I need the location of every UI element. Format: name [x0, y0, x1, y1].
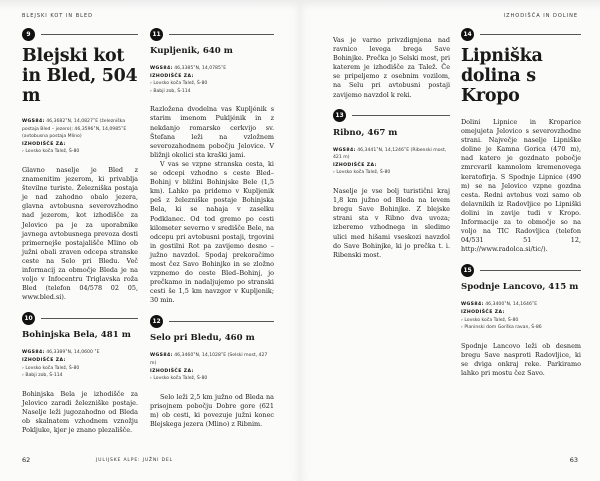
entry-14	[461, 26, 581, 254]
start-points-label: IZHODIŠČE ZA:	[461, 310, 505, 315]
coordinates: 46,3682˚N, 14,0827˚E (železniška postaja Bled – jezero); 46,3596˚N, 14,0985˚E (avtobusna postaja Mlino)	[22, 119, 127, 140]
start-points-label: IZHODIŠČE ZA:	[150, 368, 194, 374]
coordinates: 46,3389˚N, 14,0600 ˚E	[46, 350, 100, 356]
entry-number-badge: 15	[461, 264, 474, 277]
wgs84-label: WGS84:	[150, 353, 173, 359]
coordinates: 46,3441˚N, 14,1246˚E (Ribenski most, 421 m)	[333, 147, 447, 161]
entry-13	[333, 108, 450, 260]
coordinates: 46,3400˚N, 14,1646˚E	[485, 302, 538, 308]
entry-number-badge: 13	[333, 109, 346, 122]
entry-12	[150, 313, 274, 429]
footer-section-title: JULIJSKE ALPE: JUŽNI DEL	[96, 458, 173, 463]
coordinates: 46,3385˚N, 14,0785˚E	[174, 66, 227, 71]
divider-rule	[41, 34, 138, 35]
entry-meta	[150, 352, 274, 382]
paragraph: Selo leži 2,5 km južno od Bleda na prisojnem pobočju Dobre gore (621 m) ob cesti, ki povezuje južni konec Blejskega jezera (Mlino) z Ribnim.	[150, 392, 274, 429]
paragraph: Naselje je vse bolj turistični kraj 1,8 km južno od Bleda na levem bregu Save Bohinjke. Z blejske strani sta v Ribno dva uvoza; izberemo vzhodnega in sledimo ulici med hišami vseskozi navzdol do Save Bohinjke, ki jo prečka t. i. Ribenski most.	[333, 187, 450, 259]
entry-15	[461, 262, 581, 378]
paragraph: Glavno naselje je Bled z znamenitim jezerom, ki privablja številne turiste. Železniška postaja je nad zahodno obalo jezera, glavna avtobusna severovzhodno nad jezerom, kot izhodišče za Jelovico pa je za uporabnike javnega avtobusnega prevoza dosti primernejše postajališče Mlino ob južni obali zraven odcepa stranske ceste na Selo pri Bledu. Več informacij za območje Bleda je na voljo v Infocentru Triglavska roža Bled (telefon 04/578 02 05, www.bled.si).	[22, 165, 138, 302]
entry-body	[461, 118, 581, 254]
column-1	[22, 26, 138, 443]
entry-12-continued	[333, 36, 450, 100]
entry-number-row	[461, 262, 581, 278]
entry-title: Kupljenik, 640 m	[150, 46, 233, 56]
divider-rule	[352, 115, 450, 116]
entry-number-row	[22, 310, 138, 326]
start-point-item: › Babji zob, Š-114	[22, 372, 138, 380]
entry-10	[22, 310, 138, 435]
start-points-label: IZHODIŠČE ZA:	[150, 73, 194, 79]
entry-meta	[461, 301, 581, 331]
divider-rule	[480, 270, 581, 271]
entry-title: Selo pri Bledu, 460 m	[150, 333, 255, 344]
coordinates: 46,3460˚N, 14,1028˚E (Selski most, 427 m)	[150, 353, 268, 367]
entry-title: Spodnje Lancovo, 415 m	[461, 282, 579, 293]
divider-rule	[169, 321, 274, 322]
start-point-item: › Lovsko koča Talež, Š-80	[150, 375, 274, 383]
column-2	[150, 26, 274, 437]
entry-meta	[22, 349, 138, 379]
wgs84-label: WGS84:	[150, 66, 173, 71]
start-point-item: › Planinski dom Gorška ravan, Š-86	[461, 324, 581, 332]
paragraph: Dolini Lipnice in Kroparice omejujeta Jelovico s severovzhodne strani. Največje naselje Lipniške doline je Kamna Gorica (470 m), nad katero je gozdnato pobočje zmrcvaril kamnolom kremenovega keratofirja. S Spodnje Lipnice (490 m) se na Jelovico vzpne gozdna cesta. Redni avtobus vozi samo ob delavnikih iz Radovljice po Lipniški dolini in zavije tudi v Kropo. Informacije za to območje so na voljo na TIC Radovljica (telefon 04/531 51 12, http://www.radolca.si/tic/).	[461, 118, 581, 254]
paragraph: Vas je varno privzdignjena nad ravnico levega brega Save Bohinjke. Prečka jo Selski most, pri katerem je izhodišče za Talež. Če se pripeljemo z osebnim vozilom, na Selu pri avtobusni postaji zavijemo navzdol k reki.	[333, 36, 450, 99]
entry-number-badge: 14	[461, 28, 474, 41]
start-point-item: › Lovsko koča Talež, Š-80	[22, 365, 138, 373]
entry-body	[150, 105, 274, 305]
entry-number-row	[150, 26, 274, 42]
page-number-left: 62	[22, 456, 31, 464]
wgs84-label: WGS84:	[22, 350, 45, 356]
entry-9	[22, 26, 138, 302]
column-3	[333, 26, 450, 268]
entry-number-row	[461, 26, 581, 42]
entry-title: Bohinjska Bela, 481 m	[22, 330, 131, 341]
entry-number-row	[333, 108, 450, 124]
wgs84-label: WGS84:	[333, 147, 356, 153]
entry-body	[333, 187, 450, 260]
entry-title: Lipniška dolina s Kropo	[461, 46, 543, 106]
divider-rule	[169, 34, 274, 35]
wgs84-label: WGS84:	[461, 302, 484, 308]
entry-body	[22, 166, 138, 302]
divider-rule	[480, 34, 581, 35]
entry-title: Ribno, 467 m	[333, 127, 398, 138]
entry-meta	[22, 118, 138, 156]
top-shadow	[0, 0, 600, 10]
entry-number-badge: 12	[150, 315, 163, 328]
entry-title: Blejski kot in Bled, 504 m	[22, 46, 138, 106]
entry-body	[150, 393, 274, 429]
entry-meta	[150, 65, 274, 95]
wgs84-label: WGS84:	[22, 119, 45, 124]
running-head-left: BLEJSKI KOT IN BLED	[22, 13, 93, 19]
entry-11	[150, 26, 274, 305]
entry-number-badge: 9	[22, 28, 35, 41]
entry-body	[461, 342, 581, 378]
paragraph: Razložena dvodelna vas Kupljénik s starim imenom Pukljénik in z nekdanjo romarsko cerkvijo sv. Štefana leži na vzložnem severozahodnem pobočju Jelovice. V bližnji okolici sta kraški jami.	[150, 105, 274, 159]
start-point-item: › Lovsko koča Talež, Š-80	[22, 148, 138, 156]
start-points-label: IZHODIŠČE ZA:	[22, 357, 66, 363]
paragraph: Spodnje Lancovo leži ob desnem bregu Save nasproti Radovljice, ki se dviga onkraj reke. Parkiramo lahko pri mostu čez Savo.	[461, 341, 581, 378]
divider-rule	[41, 318, 138, 319]
paragraph: V vas se vzpne stranska cesta, ki se odcepi vzhodno s ceste Bled–Bohinj v bližini Bohinjske Bele (1,5 km). Lahko pa pridemo v Kupljenik peš z železniške postaje Bohinjska Bela, ki se nahaja v zaselku Podklanec. Od tod gremo po cesti kilometer severno v središče Bele, na odcepu pri avtobusni postaji, trgovini in gostilni Rot pa zavijemo desno – južno navzdol. Spodaj prekoračimo most čez Savo Bohinjko in se zložno vzpnemo do ceste Bled–Bohinj, jo prečkamo in nadaljujemo po stranski cesti še 1,5 km navzgor v Kupljenik; 30 min.	[150, 159, 274, 305]
start-point-item: › Lovsko koča Talež, Š-80	[150, 80, 274, 88]
entry-meta	[333, 147, 450, 177]
running-head-right: IZHODIŠČA IN DOLINE	[503, 13, 578, 19]
entry-body	[22, 390, 138, 435]
entry-number-badge: 10	[22, 312, 35, 325]
paragraph: Bohinjska Bela je izhodišče za Jelovico zaradi železniške postaje. Naselje leži jugozahodno od Bleda ob skalnatem vzhodnem vznožju Pokljuke, kjer je znano plezališče.	[22, 389, 138, 435]
page-number-right: 63	[569, 456, 578, 464]
column-4	[461, 26, 581, 386]
start-point-item: › Lovsko koča Talež, Š-80	[333, 169, 450, 177]
entry-number-row	[22, 26, 138, 42]
entry-number-row	[150, 313, 274, 329]
start-point-item: › Lovsko koča Talež, Š-80	[461, 317, 581, 325]
start-points-label: IZHODIŠČE ZA:	[333, 162, 377, 168]
start-points-label: IZHODIŠČE ZA:	[22, 141, 66, 147]
start-point-item: › Babji zob, Š-114	[150, 88, 274, 96]
entry-number-badge: 11	[150, 28, 163, 41]
